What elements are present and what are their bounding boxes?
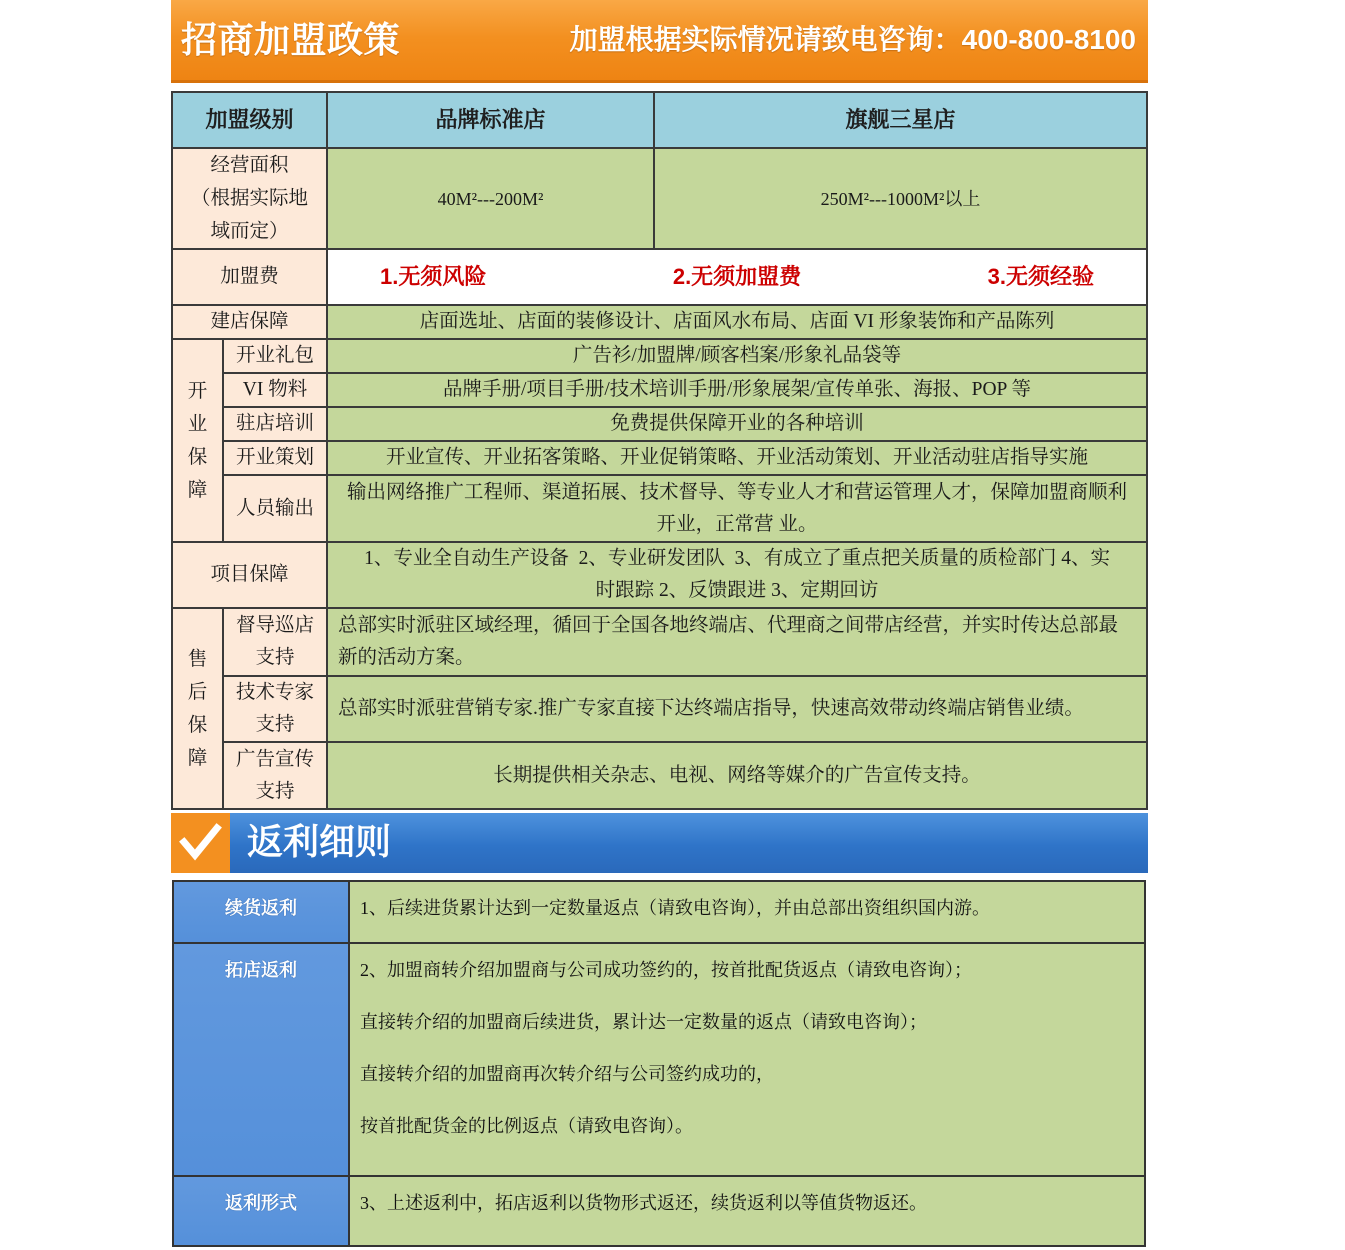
table-row-rebate-form [173, 1176, 1145, 1246]
opening-support-label: 开业保障 [187, 380, 208, 501]
content-line: 1、专业全自动生产设备 2、专业研发团队 3、有成立了重点把关质量的质检部门 4、实 [364, 548, 1110, 569]
build-content: 店面选址、店面的装修设计、店面风水布局、店面 VI 形象装饰和产品陈列 [327, 305, 1147, 339]
rebate-type-label: 续货返利 [173, 881, 349, 943]
after-sales-group-label [172, 608, 223, 809]
opening-sub-label: 开业策划 [223, 441, 327, 475]
standard-store-area: 40M²---200M² [327, 148, 654, 249]
table-row-reorder-rebate [173, 881, 1145, 943]
rebate-type-content [349, 1176, 1145, 1246]
table-row-vi-material [172, 373, 1147, 407]
opening-sub-label: 开业礼包 [223, 339, 327, 373]
opening-sub-label: VI 物料 [223, 373, 327, 407]
page-title: 招商加盟政策 [181, 19, 401, 60]
rebate-line: 直接转介绍的加盟商后续进货，累计达一定数量的返点（请致电咨询）； [360, 1012, 927, 1032]
label-line: 支持 [255, 780, 295, 802]
fee-benefit-item: 2.无须加盟费 [672, 264, 802, 289]
rebate-line: 按首批配货金的比例返点（请致电咨询）。 [360, 1116, 693, 1136]
table-row-store-training [172, 407, 1147, 441]
fee-benefit-item: 1.无须风险 [380, 264, 487, 289]
rebate-section-header [171, 813, 1148, 873]
opening-sub-content [327, 373, 1147, 407]
content-line: 新的活动方案。 [338, 647, 475, 668]
franchise-policy-table [171, 91, 1148, 810]
fee-benefit-item: 3.无须经验 [987, 264, 1094, 289]
table-row-area [172, 148, 1147, 249]
after-sales-sub-label [223, 608, 327, 676]
area-label-line: （根据实际地 [191, 188, 309, 209]
fee-label: 加盟费 [172, 249, 327, 305]
table-row-fee [172, 249, 1147, 305]
content-line: 免费提供保障开业的各种培训 [610, 413, 864, 434]
opening-sub-content [327, 475, 1147, 542]
check-icon [171, 813, 230, 873]
label-line: 广告宣传 [236, 748, 315, 770]
project-content [327, 542, 1147, 608]
rebate-rules-table [172, 880, 1146, 1247]
opening-sub-content [327, 441, 1147, 475]
top-banner [171, 0, 1148, 83]
table-row-expert [172, 676, 1147, 742]
rebate-line: 直接转介绍的加盟商再次转介绍与公司签约成功的， [360, 1064, 774, 1084]
standard-store-header: 品牌标准店 [327, 92, 654, 148]
build-label: 建店保障 [172, 305, 327, 339]
rebate-title-bar [230, 813, 1148, 873]
opening-sub-label: 驻店培训 [223, 407, 327, 441]
area-label [172, 148, 327, 249]
fee-benefit-list [328, 251, 1146, 303]
label-line: 支持 [255, 714, 295, 735]
after-sales-sub-label [223, 742, 327, 809]
table-row-opening-gift [172, 339, 1147, 373]
flagship-store-area: 250M²---1000M²以上 [654, 148, 1147, 249]
content-line: 开业宣传、开业拓客策略、开业促销策略、开业活动策划、开业活动驻店指导实施 [386, 447, 1089, 468]
label-line: 支持 [255, 647, 295, 668]
rebate-type-label: 拓店返利 [173, 943, 349, 1176]
table-row-build [172, 305, 1147, 339]
rebate-type-label: 返利形式 [173, 1176, 349, 1246]
opening-sub-label: 人员输出 [223, 475, 327, 542]
rebate-section-title: 返利细则 [247, 821, 392, 862]
label-line: 督导巡店 [236, 615, 315, 636]
after-sales-sub-content [327, 608, 1147, 676]
table-row-opening-plan [172, 441, 1147, 475]
flagship-store-header: 旗舰三星店 [654, 92, 1147, 148]
table-row-project [172, 542, 1147, 608]
project-label: 项目保障 [172, 542, 327, 608]
content-line: 总部实时派驻区域经理，循回于全国各地终端店、代理商之间带店经营，并实时传达总部最 [338, 615, 1119, 636]
table-row-supervision [172, 608, 1147, 676]
table-header-row [172, 92, 1147, 148]
after-sales-sub-label [223, 676, 327, 742]
content-line: 总部实时派驻营销专家.推广专家直接下达终端店指导，快速高效带动终端店销售业绩。 [338, 698, 1084, 719]
rebate-line: 2、加盟商转介绍加盟商与公司成功签约的，按首批配货返点（请致电咨询）； [360, 960, 972, 980]
content-line: 开业，正常营 业。 [656, 513, 818, 535]
area-label-line: 经营面积 [210, 155, 289, 176]
franchise-level-header: 加盟级别 [172, 92, 327, 148]
after-sales-sub-content [327, 676, 1147, 742]
rebate-type-content [349, 881, 1145, 943]
content-line: 输出网络推广工程师、渠道拓展、技术督导、等专业人才和营运管理人才，保障加盟商顺利 [347, 481, 1128, 503]
content-line: 时跟踪 2、反馈跟进 3、定期回访 [595, 580, 879, 601]
content-line: 长期提供相关杂志、电视、网络等媒介的广告宣传支持。 [493, 764, 981, 786]
contact-hotline: 加盟根据实际情况请致电咨询：400-800-8100 [569, 24, 1136, 55]
rebate-line: 3、上述返利中，拓店返利以货物形式返还，续货返利以等值货物返还。 [360, 1193, 927, 1213]
opening-support-group-label [172, 339, 223, 542]
label-line: 技术专家 [236, 682, 315, 703]
table-row-referral-rebate [173, 943, 1145, 1176]
content-line: 广告衫/加盟牌/顾客档案/形象礼品袋等 [572, 345, 902, 366]
after-sales-sub-content [327, 742, 1147, 809]
content-line: 品牌手册/项目手册/技术培训手册/形象展架/宣传单张、海报、POP 等 [442, 379, 1032, 400]
table-row-staff-output [172, 475, 1147, 542]
area-label-line: 域而定） [210, 221, 289, 242]
table-row-advertising [172, 742, 1147, 809]
fee-benefits [327, 249, 1147, 305]
opening-sub-content [327, 407, 1147, 441]
rebate-line: 1、后续进货累计达到一定数量返点（请致电咨询），并由总部出资组织国内游。 [360, 898, 990, 918]
after-sales-label: 售后保障 [187, 648, 208, 769]
opening-sub-content [327, 339, 1147, 373]
rebate-type-content [349, 943, 1145, 1176]
